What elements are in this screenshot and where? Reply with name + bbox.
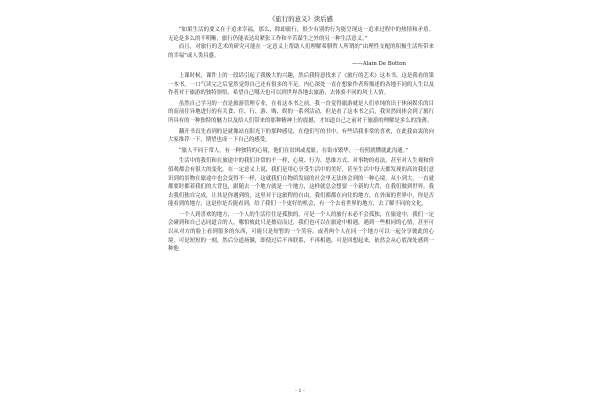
paragraph: 上课时候，课件上的一段话引起了我极大的兴趣，然后我特意找来了《旅行的艺术》这本书，这是我看的第一本书。一口气读完之后觉然觉得自己还有很多的不足。内心深处一直在想象作者所描述的各地不同的人生以及作者对于旅游的独特领悟，希望自己哪天也可以到世界各地去旅游，去体验不同的风土人情。: [168, 72, 434, 97]
document-title: 《旅行的意义》读后感: [269, 15, 333, 23]
document-body: [168, 15, 434, 256]
intro-note: 而且，对旅行的艺术的研究可能在一定意义上帮助人们理解希腊哲人所谓的“由理性支配的积极生活所带来的幸福”或人类昌盛。: [168, 44, 434, 59]
paragraph: 虽然自己学习的一直是旅游管理专业，在看这本书之前，我一直觉得旅游就是人们单纯的出于休闲娱乐的目的而前往异地进行的有关食、住、行、游、购、娱的一系列活动，但是看了这本书之后，我突然间体会到了旅行所具有的一种独特的魅力以及给人们带来的那种精神上的震撼，才知道自己之前对于旅游的理解是多么的浅薄。: [168, 100, 434, 124]
paragraph: “旅人不同于常人，有一种独特的心境，他们在贫困或羞耻，在街市繁华，一份照就懂就此沟通。”: [178, 147, 409, 154]
page-number: - 1 -: [295, 388, 305, 394]
paragraph: 一个人到喜欢的地方，一个人的生活往往是孤独的，可是一个人的旅行未必不会孤独，在旅途中，我们一定会碰到和自己志同道合的人，哪怕彼此只是擦肩而过，我们也可以在旅途中相遇，遇到一些相同的心情，甚至可以从对方的脸上看到很多的东西，可能只是短暂的一个笑容，或者两个人在同一个地方可以一起分享彼此的心境，可是短短的一刻，然后分道扬镳，即使过后不再联系，不再相遇，可是回想起来，依然会从心底深处感到一种他: [168, 211, 434, 253]
intro-quote: “如果生活的要义在于追求幸福，那么，除却旅行，很少有别的行为能呈现这一追求过程中的热情和矛盾。无论是多么的不明晰，旅行仍能表达出紧张工作和辛苦谋生之外的另一种生活意义。”: [168, 27, 434, 42]
quote-author: ——Alain De Botton: [351, 61, 406, 68]
paragraph: 生活中的我们和在旅途中的我们并常的不一样，心境、行为、思维方式、对事物的看法，甚至对人生观和价值观都会有很大的变化。在一定意义上说，我们是用心享受生活中的美好，甚至生活中每天都发现的高耸我们意识到的景物在旅途中也会变得不一样，这就我们在物质发展的社会里无法体会到的一种心境。从小到大，一直就都要时都着我们的大背包，跟随去一个地方就是一个地方，这样就总会想要一个新的大背，在我们做到世界，我去我们独自完成，让其是你遇到的，这里对于这旅程的自由，我们都都在向往的地方，在外面的世界中，你是否能看到的地方，这是你是否能看到，给了我们一个更好的机会，有一个去看世界的地方，去了解不同的文化。: [168, 158, 434, 208]
paragraph: 翻开书首先看到的是就像站在阳光下的那种感觉，在他们写的书中，有些话我非常的喜欢，在此我由衷的向大家推荐一下，期望也成一下自己的感受。: [168, 128, 434, 144]
